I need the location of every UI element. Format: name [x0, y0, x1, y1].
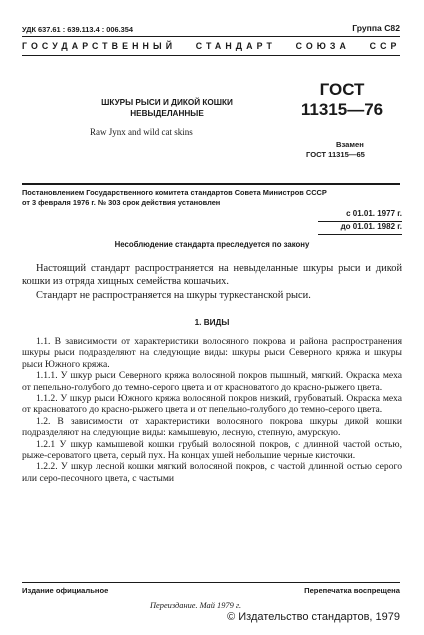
- header-rule-bottom: [22, 55, 400, 56]
- reprint-prohibited: Перепечатка воспрещена: [304, 586, 400, 595]
- intro-text: [22, 262, 402, 302]
- valid-from: с 01.01. 1977 г.: [346, 209, 402, 218]
- header-rule-top: [22, 36, 400, 37]
- valid-to: до 01.01. 1982 г.: [340, 222, 402, 231]
- title-ru: [72, 97, 262, 119]
- paragraph-1-1-1: 1.1.1. У шкур рыси Северного кряжа волосяной покров пышный, мягкий. Окраска меха от пепельно-голубого до темно-серого цвета и от красноватого до красно-рыжего цвета.: [22, 370, 402, 393]
- gost-label: ГОСТ: [319, 80, 365, 99]
- reissue-date: Переиздание. Май 1979 г.: [150, 601, 242, 610]
- paragraph-1-1-2: 1.1.2. У шкур рыси Южного кряжа волосяной покров низкий, грубоватый. Окраска меха от красноватого до красно-рыжего цвета и от пепельно-голубого до темно-серого цвета.: [22, 393, 402, 416]
- footer-rule: [22, 582, 400, 583]
- decree-text: [22, 188, 402, 208]
- title-ru-line1: ШКУРЫ РЫСИ И ДИКОЙ КОШКИ: [101, 98, 233, 107]
- decree-rule: [22, 183, 400, 185]
- legal-warning: Несоблюдение стандарта преследуется по закону: [114, 240, 310, 249]
- section-body: [22, 336, 402, 484]
- valid-rule2: [318, 234, 402, 235]
- replaces-label: Взамен: [336, 140, 364, 149]
- decree-line1: Постановлением Государственного комитета стандартов Совета Министров СССР: [22, 188, 327, 197]
- section-title: 1. ВИДЫ: [194, 318, 230, 327]
- intro-paragraph-1: Настоящий стандарт распространяется на невыделанные шкуры рыси и дикой кошки из отряда хищных семейства кошачьих.: [22, 263, 402, 288]
- official-edition: Издание официальное: [22, 586, 109, 595]
- paragraph-1-2-2: 1.2.2. У шкур лесной кошки мягкий волосяной покров, с частой длинной остью серого или серо-песочного цвета, с частыми: [22, 461, 402, 484]
- paragraph-1-1: 1.1. В зависимости от характеристики волосяного покрова и района распространения шкуры рыси подразделяют на следующие виды: шкуры рыси Северного кряжа и шкуры рыси Южного кряжа.: [22, 336, 402, 370]
- intro-paragraph-2: Стандарт не распространяется на шкуры туркестанской рыси.: [36, 289, 311, 301]
- title-ru-line2: НЕВЫДЕЛАННЫЕ: [130, 109, 204, 118]
- group-code: Группа С82: [352, 23, 400, 33]
- standard-banner: ГОСУДАРСТВЕННЫЙ СТАНДАРТ СОЮЗА ССР: [22, 41, 401, 51]
- paragraph-1-2: 1.2. В зависимости от характеристики волосяного покрова шкуры дикой кошки подразделяют на следующие виды: камышевую, лесную, степную, амурскую.: [22, 415, 402, 439]
- replaces-gost: ГОСТ 11315—65: [306, 150, 365, 159]
- gost-number: 11315—76: [300, 100, 384, 119]
- title-en: Raw Jynx and wild cat skins: [90, 127, 193, 137]
- copyright: © Издательство стандартов, 1979: [227, 611, 400, 623]
- decree-line2: от 3 февраля 1976 г. № 303 срок действия установлен: [22, 198, 221, 207]
- udk-code: УДК 637.61 : 639.113.4 : 006.354: [22, 25, 133, 34]
- paragraph-1-2-1: 1.2.1 У шкур камышевой кошки грубый волосяной покров, с длинной частой остью, рыже-сероватого цвета, серый пух. На концах ушей небольшие черные кисточки.: [22, 438, 402, 462]
